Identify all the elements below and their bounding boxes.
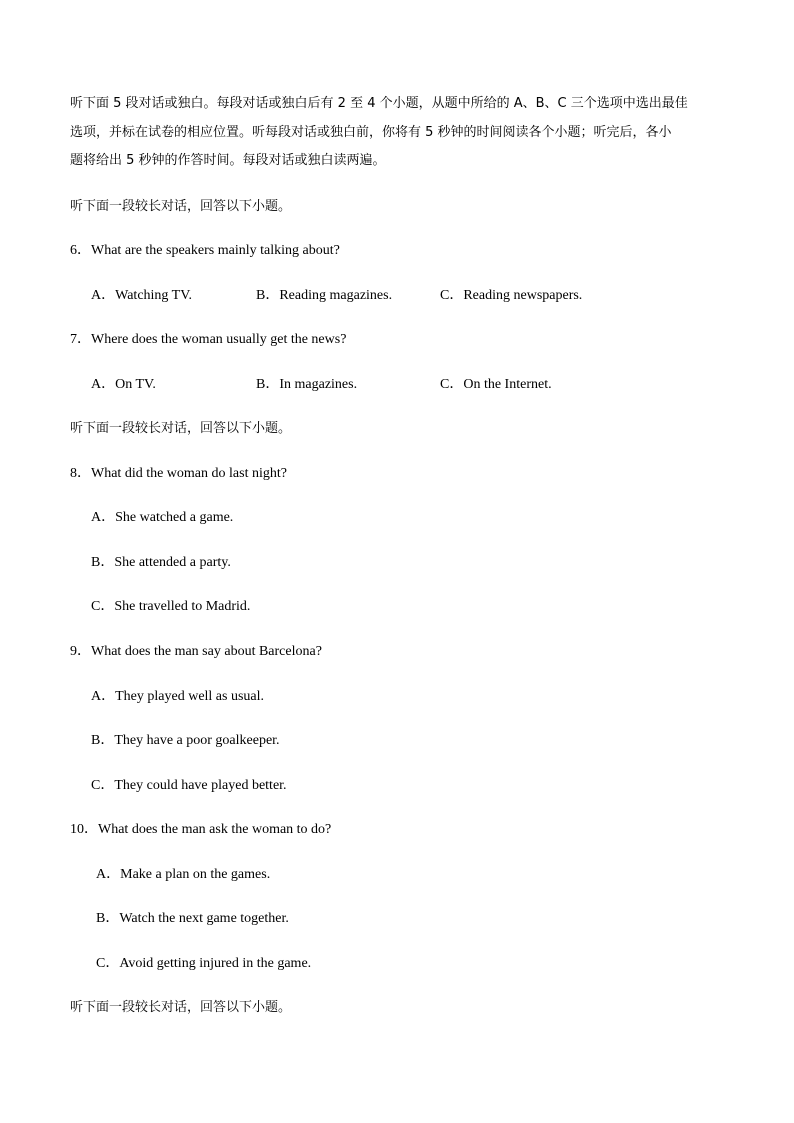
option-text: Make a plan on the games. bbox=[120, 867, 271, 882]
option-label: C． bbox=[91, 778, 115, 793]
question-6 bbox=[70, 243, 340, 259]
option-6b bbox=[256, 288, 392, 304]
intro-line-2: 选项，并标在试卷的相应位置。听每段对话或独白前，你将有 5 秒钟的时间阅读各个小题；听完后，各小 bbox=[70, 125, 672, 140]
question-number: 10． bbox=[70, 822, 98, 837]
option-text: They played well as usual. bbox=[115, 689, 265, 704]
option-10a bbox=[96, 867, 270, 883]
option-label: A． bbox=[91, 689, 116, 704]
question-text: What does the man ask the woman to do? bbox=[98, 822, 332, 837]
option-label: C． bbox=[440, 377, 464, 392]
option-text: Watching TV. bbox=[115, 288, 193, 303]
question-10 bbox=[70, 822, 331, 838]
intro-line-1: 听下面 5 段对话或独白。每段对话或独白后有 2 至 4 个小题，从题中所给的 A、B、C 三个选项中选出最佳 bbox=[70, 96, 688, 111]
option-text: In magazines. bbox=[279, 377, 358, 392]
question-8 bbox=[70, 466, 287, 482]
option-text: On TV. bbox=[115, 377, 156, 392]
question-number: 9． bbox=[70, 644, 91, 659]
option-label: C． bbox=[91, 599, 115, 614]
option-label: B． bbox=[91, 733, 115, 748]
option-label: B． bbox=[256, 377, 280, 392]
option-9b bbox=[91, 733, 280, 749]
question-text: What does the man say about Barcelona? bbox=[91, 644, 322, 659]
section-heading: 听下面一段较长对话，回答以下小题。 bbox=[70, 421, 292, 436]
option-label: C． bbox=[440, 288, 464, 303]
option-9c bbox=[91, 778, 287, 794]
option-text: On the Internet. bbox=[463, 377, 552, 392]
option-label: B． bbox=[256, 288, 280, 303]
option-label: B． bbox=[91, 555, 115, 570]
option-label: A． bbox=[91, 288, 116, 303]
question-text: What are the speakers mainly talking about? bbox=[91, 243, 340, 258]
option-10c bbox=[96, 956, 311, 972]
option-7c bbox=[440, 377, 552, 393]
question-number: 7． bbox=[70, 332, 91, 347]
section-heading: 听下面一段较长对话，回答以下小题。 bbox=[70, 199, 292, 214]
option-6c bbox=[440, 288, 582, 304]
option-text: Avoid getting injured in the game. bbox=[119, 956, 312, 971]
option-6a bbox=[91, 288, 192, 304]
option-label: A． bbox=[91, 510, 116, 525]
section-heading: 听下面一段较长对话，回答以下小题。 bbox=[70, 1000, 292, 1015]
intro-line-3: 题将给出 5 秒钟的作答时间。每段对话或独白读两遍。 bbox=[70, 153, 386, 168]
option-text: Reading magazines. bbox=[279, 288, 393, 303]
question-text: Where does the woman usually get the news? bbox=[91, 332, 347, 347]
option-9a bbox=[91, 689, 264, 705]
question-7 bbox=[70, 332, 346, 348]
option-7b bbox=[256, 377, 357, 393]
option-8a bbox=[91, 510, 233, 526]
option-label: A． bbox=[91, 377, 116, 392]
option-text: She travelled to Madrid. bbox=[114, 599, 251, 614]
option-8c bbox=[91, 599, 250, 615]
question-number: 6． bbox=[70, 243, 91, 258]
option-label: A． bbox=[96, 867, 121, 882]
question-9 bbox=[70, 644, 322, 660]
option-label: B． bbox=[96, 911, 120, 926]
option-text: Watch the next game together. bbox=[119, 911, 289, 926]
option-text: She attended a party. bbox=[114, 555, 231, 570]
option-text: They have a poor goalkeeper. bbox=[114, 733, 280, 748]
option-8b bbox=[91, 555, 231, 571]
question-text: What did the woman do last night? bbox=[91, 466, 287, 481]
option-label: C． bbox=[96, 956, 120, 971]
option-7a bbox=[91, 377, 156, 393]
option-text: She watched a game. bbox=[115, 510, 234, 525]
option-text: Reading newspapers. bbox=[463, 288, 583, 303]
question-number: 8． bbox=[70, 466, 91, 481]
option-10b bbox=[96, 911, 289, 927]
option-text: They could have played better. bbox=[114, 778, 287, 793]
